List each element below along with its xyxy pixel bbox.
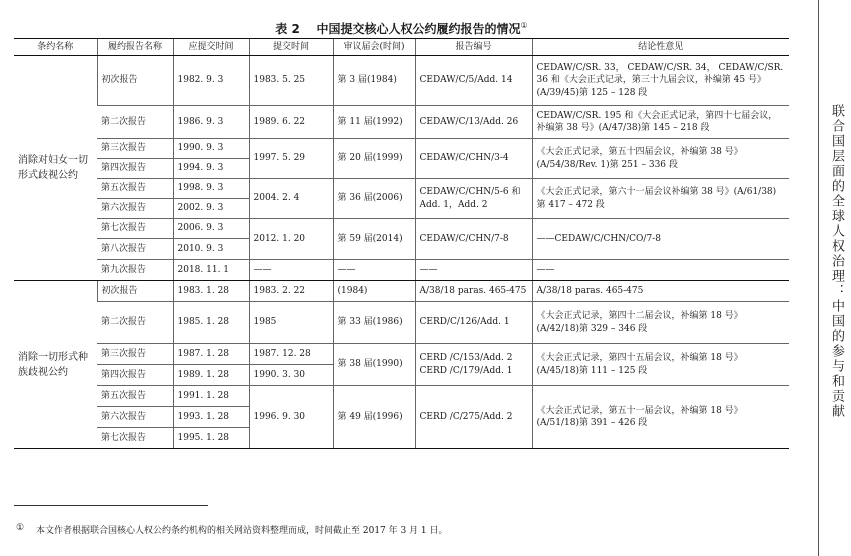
header-row bbox=[14, 39, 789, 56]
table-row bbox=[14, 106, 789, 139]
report-number: CERD /C/275/Add. 2 bbox=[415, 386, 532, 449]
report-number: A/38/18 paras. 465-475 bbox=[415, 281, 532, 302]
session: 第 11 届(1992) bbox=[333, 106, 415, 139]
col-conclusion: 结论性意见 bbox=[532, 39, 789, 56]
submitted-date: 2004. 2. 4 bbox=[249, 179, 333, 219]
due-date: 1982. 9. 3 bbox=[173, 56, 249, 106]
report-name: 第七次报告 bbox=[97, 428, 173, 449]
report-number: —— bbox=[415, 260, 532, 281]
session: (1984) bbox=[333, 281, 415, 302]
submitted-date: 1989. 6. 22 bbox=[249, 106, 333, 139]
due-date: 2018. 11. 1 bbox=[173, 260, 249, 281]
report-name: 第五次报告 bbox=[97, 179, 173, 199]
submitted-date: 1997. 5. 29 bbox=[249, 139, 333, 179]
conclusion: 《大会正式记录，第六十一届会议补编第 38 号》(A/61/38)第 417 – 472 段 bbox=[532, 179, 789, 219]
session: 第 59 届(2014) bbox=[333, 219, 415, 260]
table-row bbox=[14, 56, 789, 106]
margin-rule bbox=[818, 0, 819, 556]
report-number-line: CERD /C/179/Add. 1 bbox=[419, 365, 513, 376]
col-treaty: 条约名称 bbox=[14, 39, 97, 56]
footnote-divider bbox=[14, 505, 208, 506]
submitted-date: 1985 bbox=[249, 302, 333, 344]
conclusion: CEDAW/C/SR. 195 和《大会正式记录，第四十七届会议，补编第 38 号》(A/47/38)第 145 – 218 段 bbox=[532, 106, 789, 139]
treaty-name: 消除对妇女一切形式歧视公约 bbox=[14, 56, 97, 281]
due-date: 1989. 1. 28 bbox=[173, 365, 249, 386]
table-row bbox=[14, 139, 789, 159]
col-due-date: 应提交时间 bbox=[173, 39, 249, 56]
col-report-no: 报告编号 bbox=[415, 39, 532, 56]
footnote-marker: ① bbox=[520, 21, 528, 30]
footnote bbox=[16, 523, 448, 536]
report-name: 第六次报告 bbox=[97, 407, 173, 428]
report-number: CEDAW/C/CHN/3-4 bbox=[415, 139, 532, 179]
due-date: 1987. 1. 28 bbox=[173, 344, 249, 365]
due-date: 1998. 9. 3 bbox=[173, 179, 249, 199]
report-number: CEDAW/C/CHN/7-8 bbox=[415, 219, 532, 260]
report-name: 第七次报告 bbox=[97, 219, 173, 239]
submitted-date: 1990. 3. 30 bbox=[249, 365, 333, 386]
table-row bbox=[14, 302, 789, 344]
session: 第 36 届(2006) bbox=[333, 179, 415, 219]
session: 第 3 届(1984) bbox=[333, 56, 415, 106]
conclusion: A/38/18 paras. 465-475 bbox=[532, 281, 789, 302]
report-number-line: CERD /C/153/Add. 2 bbox=[419, 353, 513, 364]
conclusion: —— bbox=[532, 260, 789, 281]
conclusion: 《大会正式记录，第五十一届会议，补编第 18 号》(A/51/18)第 391 – 426 段 bbox=[532, 386, 789, 449]
table-row bbox=[14, 219, 789, 239]
col-report-name: 履约报告名称 bbox=[97, 39, 173, 56]
conclusion: 《大会正式记录，第五十四届会议，补编第 38 号》(A/54/38/Rev. 1)第 251 – 336 段 bbox=[532, 139, 789, 179]
table-row bbox=[14, 179, 789, 199]
col-session: 审议届会(时间) bbox=[333, 39, 415, 56]
report-number: CEDAW/C/13/Add. 26 bbox=[415, 106, 532, 139]
session: 第 38 届(1990) bbox=[333, 344, 415, 386]
report-number: CEDAW/C/CHN/5-6 和 Add. 1，Add. 2 bbox=[415, 179, 532, 219]
due-date: 2002. 9. 3 bbox=[173, 199, 249, 219]
treaty-name: 消除一切形式种族歧视公约 bbox=[14, 281, 97, 449]
report-name: 初次报告 bbox=[97, 281, 173, 302]
submitted-date: 1987. 12. 28 bbox=[249, 344, 333, 365]
due-date: 1986. 9. 3 bbox=[173, 106, 249, 139]
session: 第 49 届(1996) bbox=[333, 386, 415, 449]
conclusion: ——CEDAW/C/CHN/CO/7-8 bbox=[532, 219, 789, 260]
due-date: 1995. 1. 28 bbox=[173, 428, 249, 449]
report-name: 第二次报告 bbox=[97, 302, 173, 344]
due-date: 1990. 9. 3 bbox=[173, 139, 249, 159]
due-date: 1994. 9. 3 bbox=[173, 159, 249, 179]
table-row bbox=[14, 260, 789, 281]
session: 第 20 届(1999) bbox=[333, 139, 415, 179]
table-row bbox=[14, 344, 789, 365]
due-date: 2010. 9. 3 bbox=[173, 239, 249, 260]
submitted-date: 1983. 5. 25 bbox=[249, 56, 333, 106]
footnote-text: 本文作者根据联合国核心人权公约条约机构的相关网站资料整理而成，时间截止至 2017 年 3 月 1 日。 bbox=[36, 526, 448, 536]
due-date: 1991. 1. 28 bbox=[173, 386, 249, 407]
conclusion: 《大会正式记录，第四十二届会议，补编第 18 号》(A/42/18)第 329 – 346 段 bbox=[532, 302, 789, 344]
running-header: 联合国层面的全球人权治理：中国的参与和贡献 bbox=[829, 104, 844, 419]
session: —— bbox=[333, 260, 415, 281]
table-title: 中国提交核心人权公约履约报告的情况 bbox=[316, 22, 521, 36]
report-name: 第三次报告 bbox=[97, 139, 173, 159]
table-row bbox=[14, 386, 789, 407]
submitted-date: —— bbox=[249, 260, 333, 281]
report-name: 第八次报告 bbox=[97, 239, 173, 260]
report-name: 第四次报告 bbox=[97, 159, 173, 179]
report-name: 初次报告 bbox=[97, 56, 173, 106]
report-name: 第五次报告 bbox=[97, 386, 173, 407]
report-number: CEDAW/C/5/Add. 14 bbox=[415, 56, 532, 106]
report-name: 第二次报告 bbox=[97, 106, 173, 139]
report-number: CERD/C/126/Add. 1 bbox=[415, 302, 532, 344]
due-date: 1993. 1. 28 bbox=[173, 407, 249, 428]
submitted-date: 1996. 9. 30 bbox=[249, 386, 333, 449]
conclusion: CEDAW/C/SR. 33， CEDAW/C/SR. 34， CEDAW/C/SR. 36 和《大会正式记录，第三十九届会议，补编第 45 号》(A/39/45)第 125 – 128 段 bbox=[532, 56, 789, 106]
due-date: 1983. 1. 28 bbox=[173, 281, 249, 302]
report-name: 第九次报告 bbox=[97, 260, 173, 281]
report-number bbox=[415, 344, 532, 386]
due-date: 2006. 9. 3 bbox=[173, 219, 249, 239]
report-name: 第三次报告 bbox=[97, 344, 173, 365]
conclusion: 《大会正式记录，第四十五届会议，补编第 18 号》(A/45/18)第 111 – 125 段 bbox=[532, 344, 789, 386]
submitted-date: 1983. 2. 22 bbox=[249, 281, 333, 302]
submitted-date: 2012. 1. 20 bbox=[249, 219, 333, 260]
report-name: 第四次报告 bbox=[97, 365, 173, 386]
treaty-report-table bbox=[14, 38, 789, 449]
table-row bbox=[14, 281, 789, 302]
report-name: 第六次报告 bbox=[97, 199, 173, 219]
due-date: 1985. 1. 28 bbox=[173, 302, 249, 344]
col-submitted: 提交时间 bbox=[249, 39, 333, 56]
table-label: 表 2 bbox=[275, 22, 300, 36]
session: 第 33 届(1986) bbox=[333, 302, 415, 344]
table-caption bbox=[14, 20, 789, 37]
footnote-mark: ① bbox=[16, 523, 25, 533]
